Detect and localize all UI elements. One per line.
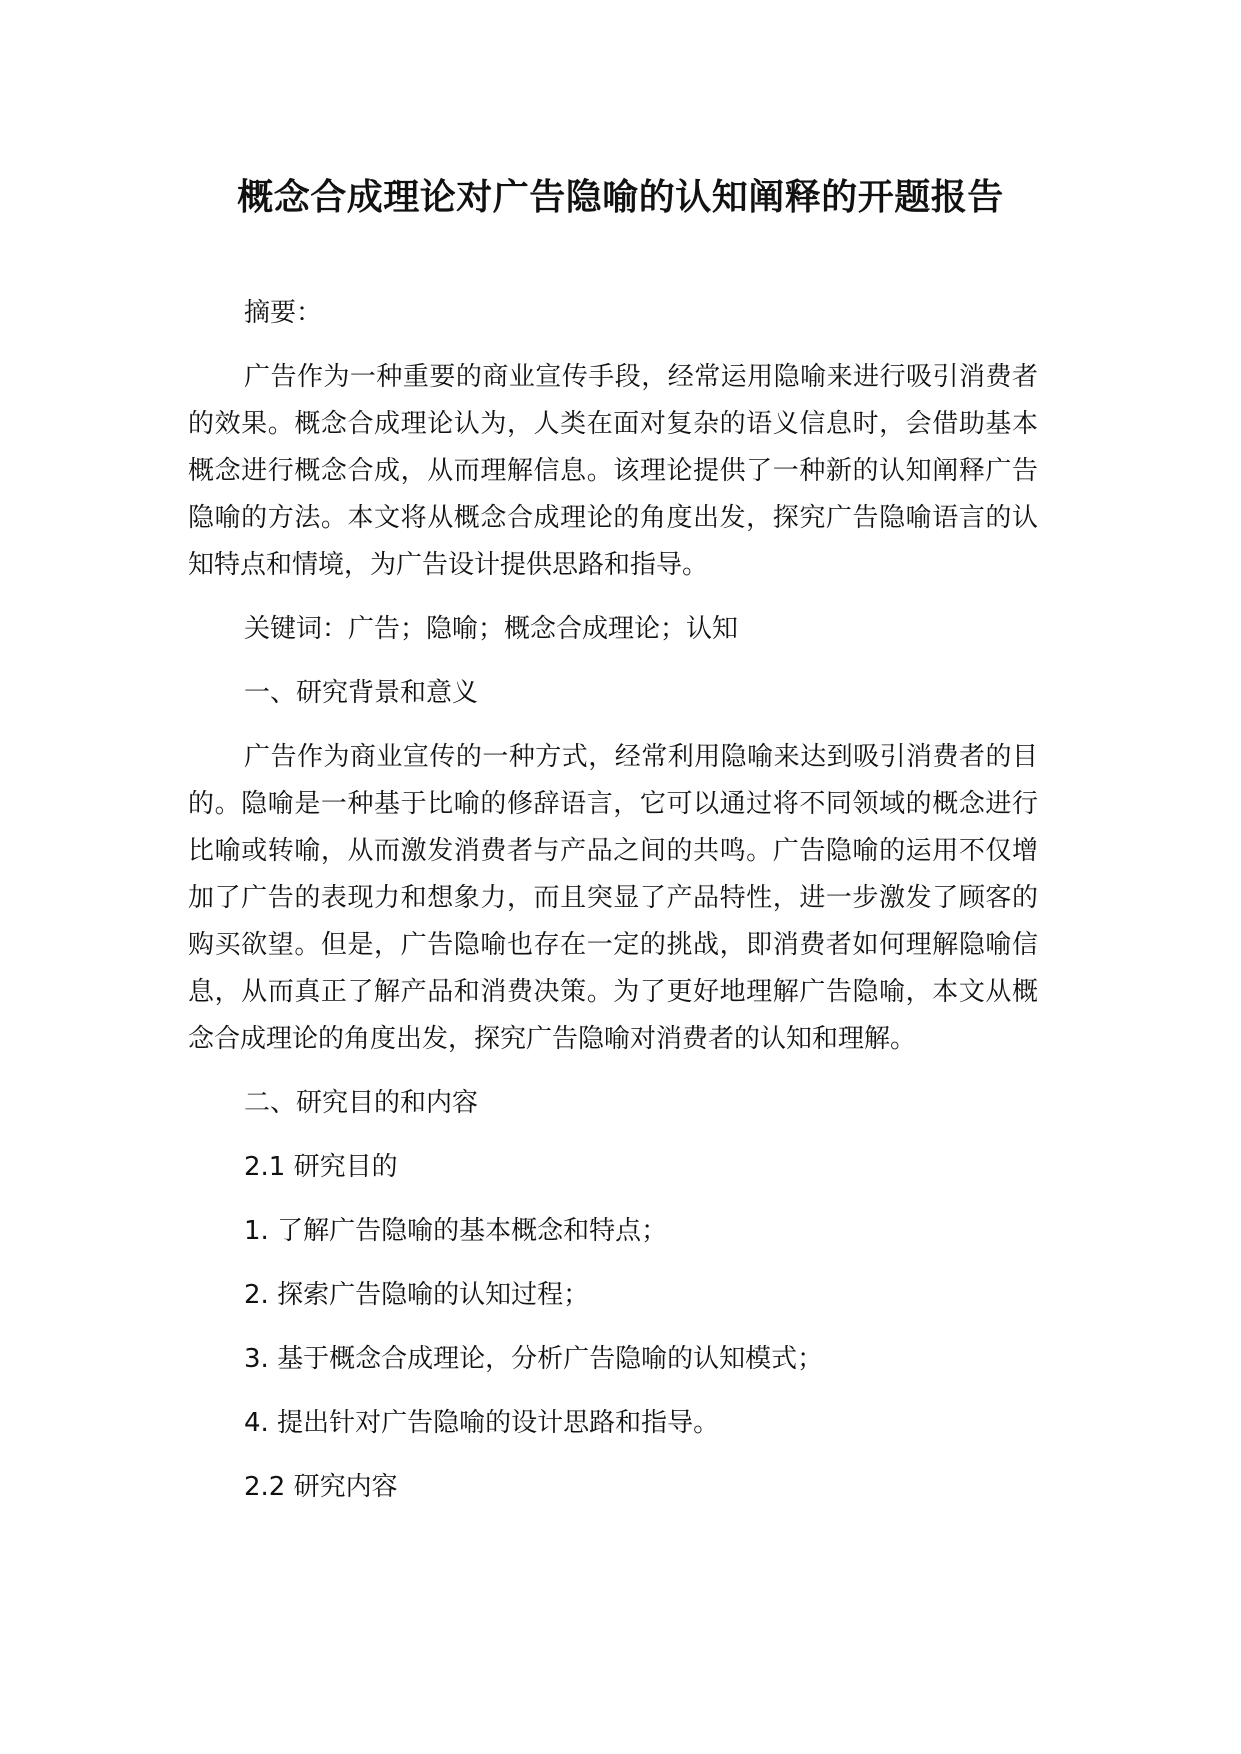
keywords-line: 关键词：广告；隐喻；概念合成理论；认知 xyxy=(244,614,739,644)
abstract-paragraph: 广告作为一种重要的商业宣传手段，经常运用隐喻来进行吸引消费者的效果。概念合成理论认为，人类在面对复杂的语义信息时，会借助基本概念进行概念合成，从而理解信息。该理论提供了一种新的认知阐释广告隐喻的方法。本文将从概念合成理论的角度出发，探究广告隐喻语言的认知特点和情境，为广告设计提供思路和指导。 xyxy=(188,362,1038,580)
section-1-heading: 一、研究背景和意义 xyxy=(244,678,479,708)
section-2-1-heading: 2.1 研究目的 xyxy=(244,1152,398,1182)
goal-item-1: 1. 了解广告隐喻的基本概念和特点； xyxy=(244,1216,668,1246)
document-title: 概念合成理论对广告隐喻的认知阐释的开题报告 xyxy=(237,177,1004,218)
section-2-heading: 二、研究目的和内容 xyxy=(244,1088,479,1118)
goal-item-3: 3. 基于概念合成理论，分析广告隐喻的认知模式； xyxy=(244,1344,824,1374)
goal-item-4: 4. 提出针对广告隐喻的设计思路和指导。 xyxy=(244,1408,720,1438)
goal-item-2: 2. 探索广告隐喻的认知过程； xyxy=(244,1280,590,1310)
abstract-label: 摘要： xyxy=(244,298,323,328)
section-2-2-heading: 2.2 研究内容 xyxy=(244,1472,398,1502)
section-1-paragraph: 广告作为商业宣传的一种方式，经常利用隐喻来达到吸引消费者的目的。隐喻是一种基于比喻的修辞语言，它可以通过将不同领域的概念进行比喻或转喻，从而激发消费者与产品之间的共鸣。广告隐喻的运用不仅增加了广告的表现力和想象力，而且突显了产品特性，进一步激发了顾客的购买欲望。但是，广告隐喻也存在一定的挑战，即消费者如何理解隐喻信息，从而真正了解产品和消费决策。为了更好地理解广告隐喻，本文从概念合成理论的角度出发，探究广告隐喻对消费者的认知和理解。 xyxy=(188,742,1038,1054)
document-body xyxy=(188,290,1038,1528)
